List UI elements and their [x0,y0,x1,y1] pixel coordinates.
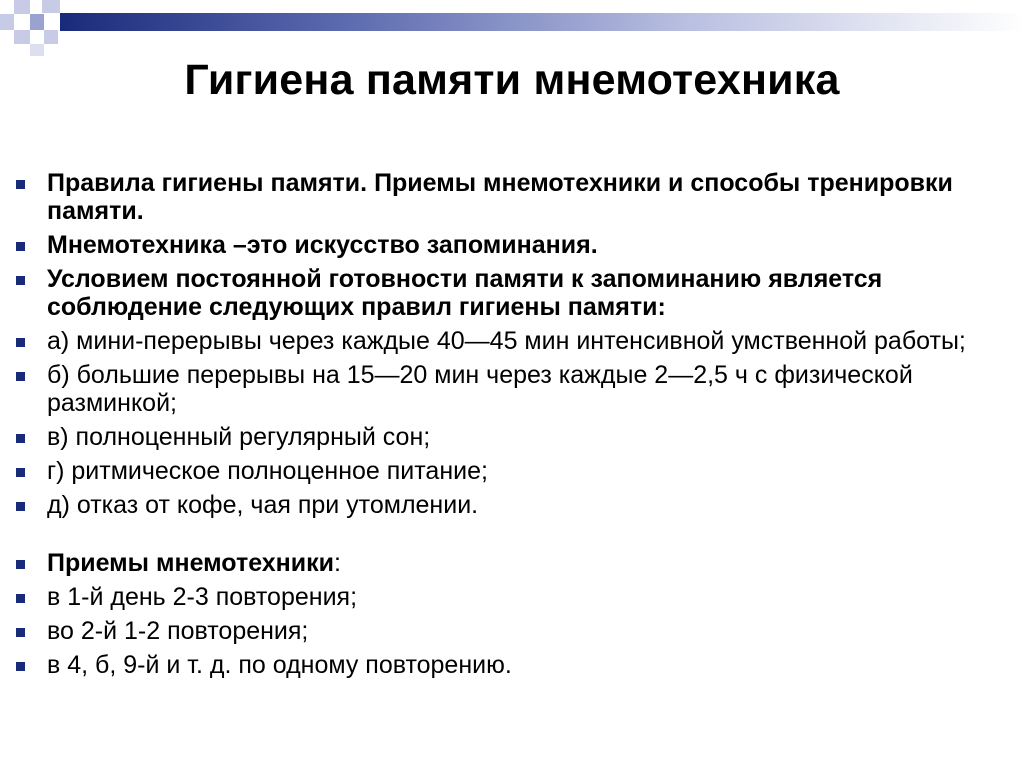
list-item [16,169,1016,225]
square-bullet-icon [16,662,25,671]
deco-square [44,30,58,44]
list-item [16,327,1016,355]
deco-square [14,0,30,14]
deco-square [30,14,44,30]
list-item-text: Правила гигиены памяти. Приемы мнемотехники и способы тренировки памяти. [47,169,953,225]
square-bullet-icon [16,468,25,477]
square-bullet-icon [16,502,25,511]
square-bullet-icon [16,628,25,637]
square-bullet-icon [16,276,25,285]
list-item [16,423,1016,451]
square-bullet-icon [16,242,25,251]
list-item [16,583,1016,611]
list-item-text: в 1-й день 2-3 повторения; [47,583,358,611]
square-bullet-icon [16,434,25,443]
list-item [16,457,1016,485]
deco-square [14,30,30,44]
list-item [16,651,1016,679]
square-bullet-icon [16,372,25,381]
list-item-suffix: : [334,549,341,577]
list-item-text: в 4, б, 9-й и т. д. по одному повторению. [47,651,512,679]
list-item [16,491,1016,519]
list-item-text: Приемы мнемотехники [47,549,335,577]
list-item [16,361,1016,417]
square-bullet-icon [16,594,25,603]
list-item [16,617,1016,645]
square-bullet-icon [16,180,25,189]
list-item-text: в) полноценный регулярный сон; [47,423,431,451]
list-item-text: во 2-й 1-2 повторения; [47,617,309,645]
bullet-list [16,169,1016,685]
square-bullet-icon [16,338,25,347]
deco-square [30,44,44,56]
list-item [16,549,1016,577]
list-item-text: Условием постоянной готовности памяти к запоминанию является соблюдение следующих правил гигиены памяти: [47,265,883,321]
deco-square [0,14,14,30]
list-item-text: г) ритмическое полноценное питание; [47,457,488,485]
list-item-text: Мнемотехника –это искусство запоминания. [47,231,598,259]
square-bullet-icon [16,560,25,569]
list-item [16,231,1016,259]
list-item-text: д) отказ от кофе, чая при утомлении. [47,491,479,519]
slide-title: Гигиена памяти мнемотехника [184,56,840,104]
list-item [16,265,1016,321]
list-item-text: а) мини-перерывы через каждые 40—45 мин интенсивной умственной работы; [47,327,966,355]
header-gradient-bar [60,13,1024,31]
list-item-text: б) большие перерывы на 15—20 мин через каждые 2—2,5 ч с физической разминкой; [47,361,913,417]
deco-square [42,0,60,13]
